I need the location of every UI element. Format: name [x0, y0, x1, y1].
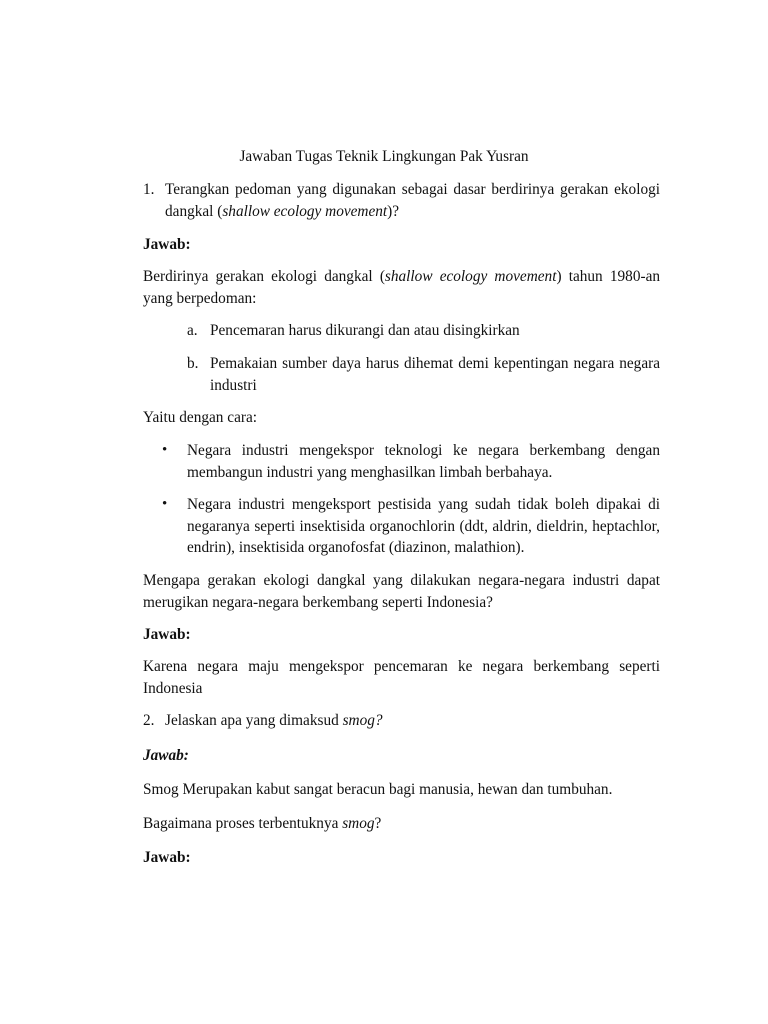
question-2-text-start: Jelaskan apa yang dimaksud [165, 712, 343, 729]
question-1b-text: Mengapa gerakan ekologi dangkal yang dilakukan negara-negara industri dapat merugikan negara-negara berkembang seperti Indonesia? [143, 572, 660, 611]
question-1-number: 1. [143, 181, 155, 198]
answer-1b-text: Karena negara maju mengekspor pencemaran ke negara berkembang seperti Indonesia [143, 658, 660, 697]
question-1-italic-term: shallow ecology movement [222, 202, 388, 220]
question-2b-text [143, 813, 381, 835]
question-2b-text-end: ? [374, 815, 382, 832]
answer-label-1: Jawab: [143, 236, 191, 253]
bullet-item: Negara industri mengeksport pestisida yang sudah tidak boleh dipakai di negaranya seperti insektisida organochlorin (ddt, aldrin, dieldrin, heptachlor, endrin), insektisida organofosfat (diazinon, malathion). [187, 496, 660, 556]
list-item-a: Pencemaran harus dikurangi dan atau disingkirkan [210, 322, 520, 339]
question-2-italic-term: smog? [342, 712, 383, 729]
answer-1-text-end: ) tahun 1980-an yang berpedoman: [143, 268, 661, 307]
answer-1-italic-term: shallow ecology movement [384, 268, 557, 285]
yaitu-text: Yaitu dengan cara: [143, 409, 257, 426]
list-item-b: Pemakaian sumber daya harus dihemat demi kepentingan negara negara industri [210, 355, 660, 394]
answer-label-2b: Jawab: [143, 849, 191, 866]
list-marker-b: b. [187, 355, 199, 372]
question-2-text [165, 710, 383, 732]
answer-1-paragraph [143, 266, 660, 309]
bullet-icon: • [162, 496, 168, 512]
answer-1-text-start: Berdirinya gerakan ekologi dangkal ( [143, 268, 385, 285]
question-1-text-end: )? [387, 202, 400, 220]
bullet-icon: • [162, 442, 168, 458]
question-1-text [165, 179, 660, 222]
question-2b-italic-term: smog [342, 815, 375, 832]
answer-label-2 [143, 745, 189, 767]
answer-label-2-italic: Jawab: [143, 747, 189, 764]
document-title: Jawaban Tugas Teknik Lingkungan Pak Yusran [239, 148, 529, 165]
list-marker-a: a. [187, 322, 198, 339]
question-1-text-start: Terangkan pedoman yang digunakan sebagai dasar berdirinya gerakan ekologi dangkal ( [165, 181, 660, 220]
question-2b-text-start: Bagaimana proses terbentuknya [143, 815, 343, 832]
bullet-item: Negara industri mengekspor teknologi ke negara berkembang dengan membangun industri yang menghasilkan limbah berbahaya. [187, 442, 660, 481]
question-2-number: 2. [143, 712, 155, 729]
answer-label-1b: Jawab: [143, 626, 191, 643]
answer-2-text: Smog Merupakan kabut sangat beracun bagi manusia, hewan dan tumbuhan. [143, 781, 613, 798]
